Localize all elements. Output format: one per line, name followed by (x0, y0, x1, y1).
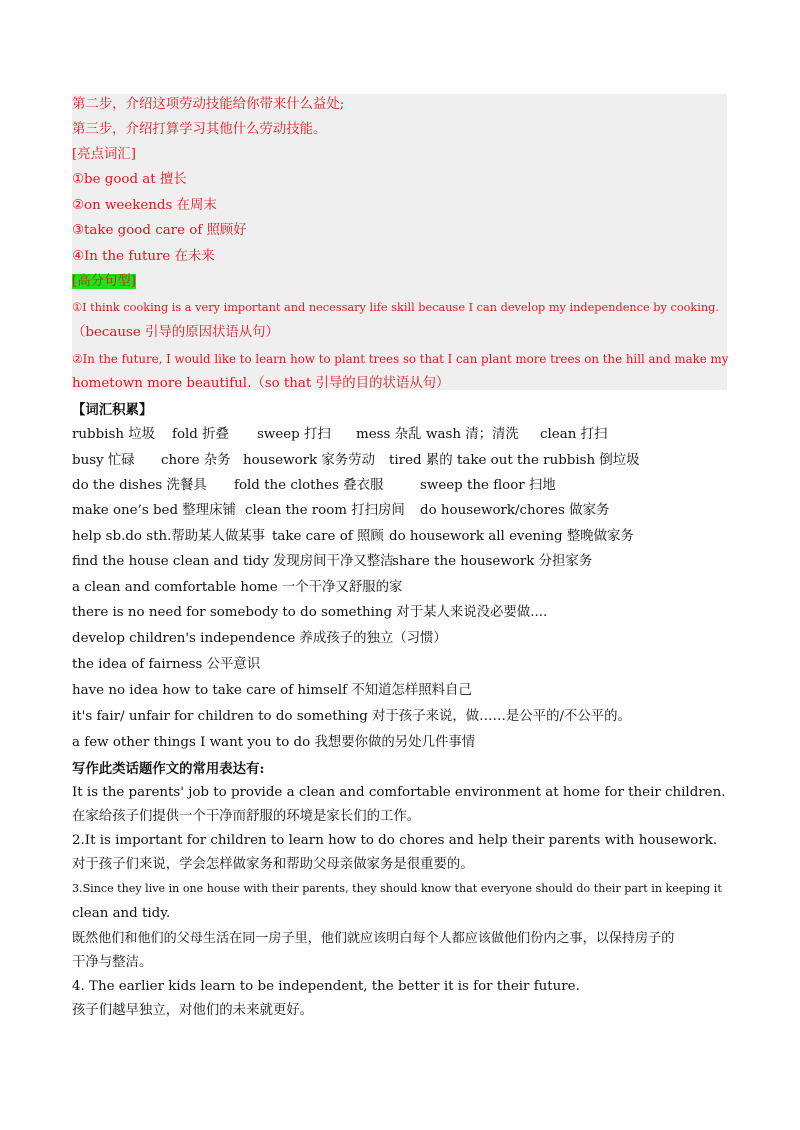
expression-4-zh: 孩子们越早独立，对他们的未来就更好。 (72, 1003, 314, 1018)
vocab-word: fold 折叠 (172, 427, 229, 442)
vocab-word: make one’s bed 整理床铺 (72, 503, 236, 518)
vocab-word: housework 家务劳动 (243, 453, 375, 468)
vocab-phrase: develop children's independence 养成孩子的独立（习惯） (72, 631, 447, 646)
vocab-word: share the housework 分担家务 (392, 554, 593, 569)
vocabulary-heading: 【词汇积累】 (72, 402, 153, 418)
sentence-heading: [高分句型] (72, 274, 137, 289)
vocab-word: do the dishes 洗餐具 (72, 478, 207, 493)
expression-4-en: 4. The earlier kids learn to be independent, the better it is for their future. (72, 979, 580, 994)
vocab-word: wash 清；清洗 (426, 427, 519, 442)
vocab-word: take care of 照顾 (272, 529, 384, 544)
vocab-word: clean 打扫 (540, 427, 608, 442)
vocab-word: sweep the floor 扫地 (420, 478, 556, 493)
expression-3-zh-line2: 干净与整洁。 (72, 955, 153, 970)
vocab-item-2: ②on weekends 在周末 (72, 198, 217, 213)
expression-3-en-line1: 3.Since they live in one house with their parents, they should know that everyone should do their part in keeping it (72, 882, 722, 895)
vocab-word: do housework/chores 做家务 (420, 503, 610, 518)
vocab-word: rubbish 垃圾 (72, 427, 155, 442)
vocab-phrase: there is no need for somebody to do something 对于某人来说没必要做.... (72, 605, 548, 620)
vocab-word: do housework all evening 整晚做家务 (389, 529, 634, 544)
vocab-word: chore 杂务 (161, 453, 231, 468)
expression-3-zh-line1: 既然他们和他们的父母生活在同一房子里，他们就应该明白每个人都应该做他们份内之事，以保持房子的 (72, 931, 675, 946)
vocab-word: tired 累的 (389, 453, 453, 468)
sentence1-line1: ①I think cooking is a very important and necessary life skill because I can develop my independence by cooking. (72, 301, 719, 314)
vocab-word: fold the clothes 叠衣服 (234, 478, 384, 493)
vocab-word: help sb.do sth.帮助某人做某事 (72, 529, 266, 544)
expression-2-zh: 对于孩子们来说，学会怎样做家务和帮助父母亲做家务是很重要的。 (72, 857, 474, 872)
vocab-phrase: a few other things I want you to do 我想要你做的另处几件事情 (72, 735, 476, 750)
vocab-word: sweep 打扫 (257, 427, 331, 442)
expression-3-en-line2: clean and tidy. (72, 906, 171, 921)
expression-2-en: 2.It is important for children to learn how to do chores and help their parents with housework. (72, 833, 718, 848)
expression-1-zh: 在家给孩子们提供一个干净而舒服的环境是家长们的工作。 (72, 809, 421, 824)
vocab-word: busy 忙碌 (72, 453, 135, 468)
step2-text: 第二步，介绍这项劳动技能给你带来什么益处; (72, 97, 345, 112)
vocab-word: mess 杂乱 (356, 427, 422, 442)
expressions-heading: 写作此类话题作文的常用表达有: (72, 761, 265, 777)
vocab-word: find the house clean and tidy 发现房间干净又整洁 (72, 554, 394, 569)
sentence2-line1: ②In the future, I would like to learn how to plant trees so that I can plant more trees on the hill and make my (72, 352, 729, 366)
vocab-phrase: the idea of fairness 公平意识 (72, 657, 261, 672)
vocab-word: take out the rubbish 倒垃圾 (457, 453, 640, 468)
vocab-phrase: it's fair/ unfair for children to do something 对于孩子来说，做……是公平的/不公平的。 (72, 709, 631, 724)
vocab-phrase: a clean and comfortable home 一个干净又舒服的家 (72, 580, 403, 595)
sentence1-line2: （because 引导的原因状语从句） (72, 325, 279, 340)
sentence2-line2: hometown more beautiful.（so that 引导的目的状语从句） (72, 376, 450, 391)
step3-text: 第三步，介绍打算学习其他什么劳动技能。 (72, 122, 327, 137)
expression-1-en: It is the parents' job to provide a clean and comfortable environment at home for their children. (72, 785, 726, 800)
vocab-word: clean the room 打扫房间 (245, 503, 405, 518)
vocab-item-1: ①be good at 擅长 (72, 172, 187, 187)
vocab-item-4: ④In the future 在未来 (72, 249, 215, 264)
vocab-item-3: ③take good care of 照顾好 (72, 223, 247, 238)
vocab-phrase: have no idea how to take care of himself 不知道怎样照料自己 (72, 683, 472, 698)
vocab-heading: [亮点词汇] (72, 147, 137, 162)
